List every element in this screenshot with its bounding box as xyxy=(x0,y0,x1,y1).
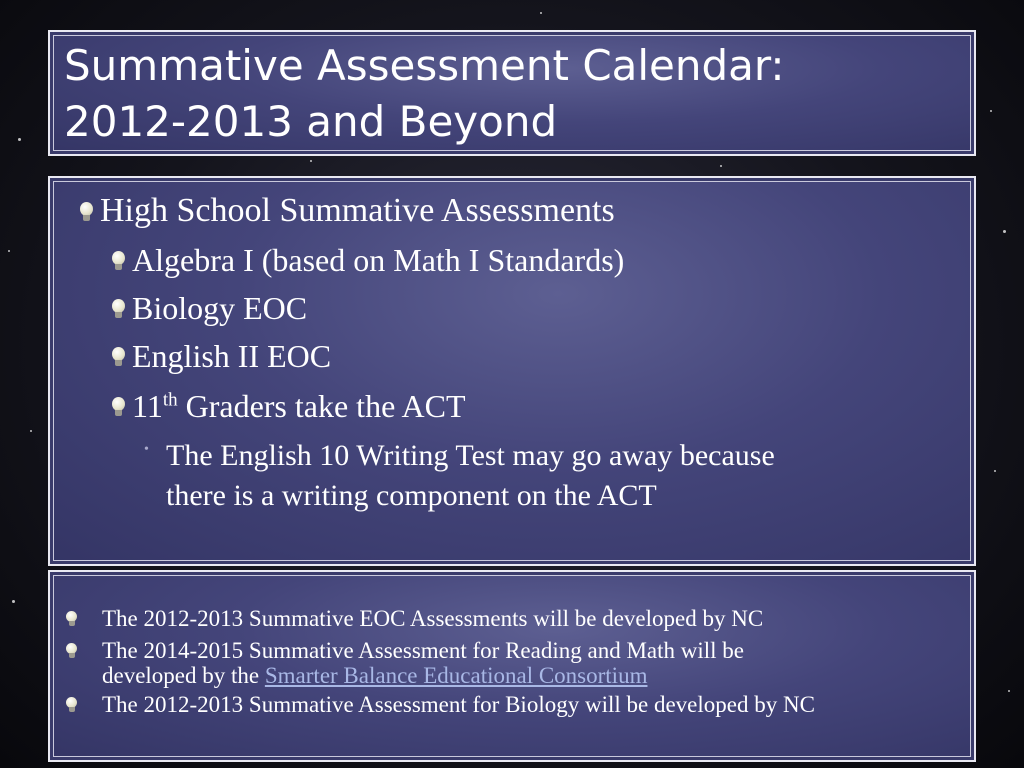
title-line-2: 2012-2013 and Beyond xyxy=(64,97,558,146)
slide-title xyxy=(64,38,785,150)
title-panel xyxy=(48,30,976,156)
note-reading-math-line-1: The 2014-2015 Summative Assessment for Reading and Math will be xyxy=(102,638,744,663)
bullet-biology-text: Biology EOC xyxy=(132,290,308,326)
bullet-main-text: High School Summative Assessments xyxy=(100,192,615,229)
bullet-algebra-text: Algebra I (based on Math I Standards) xyxy=(132,242,625,278)
dot-bullet-icon: • xyxy=(144,442,149,457)
note-reading-math-line-2: developed by the Smarter Balance Educational Consortium xyxy=(102,663,648,688)
notes-panel xyxy=(48,570,976,762)
lightbulb-icon xyxy=(80,202,93,221)
title-line-1: Summative Assessment Calendar: xyxy=(64,41,785,90)
note-eoc-text: The 2012-2013 Summative EOC Assessments will be developed by NC xyxy=(102,606,764,631)
lightbulb-icon xyxy=(112,251,125,270)
lightbulb-icon xyxy=(66,697,77,712)
writing-line-1: The English 10 Writing Test may go away because xyxy=(166,439,775,472)
note-biology-text: The 2012-2013 Summative Assessment for Biology will be developed by NC xyxy=(102,692,815,717)
note-reading-math xyxy=(102,638,744,688)
lightbulb-icon xyxy=(112,347,125,366)
consortium-link[interactable]: Smarter Balance Educational Consortium xyxy=(264,663,648,688)
note-biology xyxy=(102,692,815,717)
lightbulb-icon xyxy=(112,397,125,416)
lightbulb-icon xyxy=(112,299,125,318)
bullet-writing xyxy=(144,436,775,516)
note-eoc xyxy=(102,606,763,631)
bullet-algebra xyxy=(112,242,624,279)
bullet-english-text: English II EOC xyxy=(132,338,332,374)
bullet-act-text: 11th Graders take the ACT xyxy=(132,388,466,424)
bullet-biology xyxy=(112,290,307,327)
lightbulb-icon xyxy=(66,643,77,658)
bullet-act xyxy=(112,388,466,425)
bullet-english xyxy=(112,338,331,375)
content-panel xyxy=(48,176,976,566)
writing-line-2: there is a writing component on the ACT xyxy=(166,479,657,512)
bullet-main xyxy=(80,192,615,230)
lightbulb-icon xyxy=(66,611,77,626)
